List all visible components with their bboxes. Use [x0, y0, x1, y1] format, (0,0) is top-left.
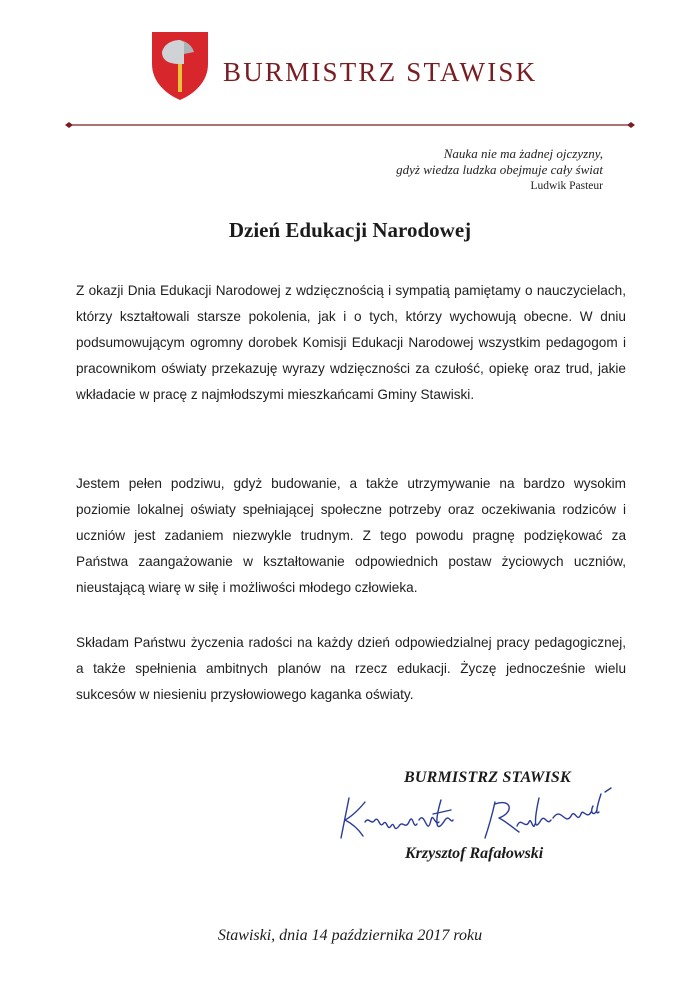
signatory-name: Krzysztof Rafałowski	[405, 845, 544, 862]
letterhead-divider	[65, 121, 635, 129]
letterhead-office-title: BURMISTRZ STAWISK	[223, 57, 538, 87]
motto-author: Ludwik Pasteur	[530, 180, 603, 192]
place-and-date: Stawiski, dnia 14 października 2017 roku	[217, 927, 483, 944]
motto-line-1: Nauka nie ma żadnej ojczyzny,	[443, 146, 603, 161]
body-paragraph-2: Jestem pełen podziwu, gdyż budowanie, a także utrzymywanie na bardzo wysokim poziomie lokalnej oświaty spełniającej społeczne potrzeby oraz oczekiwania rodziców i uczniów jest zadaniem niezwykle trudnym. Z tego powodu pragnę podziękować za Państwa zaangażowanie w kształtowanie odpowiednich postaw życiowych uczniów, nieustającą wiarę w siłę i możliwości młodego człowieka.	[76, 476, 626, 595]
handwritten-signature	[335, 780, 625, 850]
coat-of-arms-icon	[150, 30, 210, 102]
body-paragraph-1: Z okazji Dnia Edukacji Narodowej z wdzięcznością i sympatią pamiętamy o nauczycielach, którzy kształtowali starsze pokolenia, jak i o tych, którzy wychowują obecne. W dniu podsumowującym ogromny dorobek Komisji Edukacji Narodowej wszystkim pedagogom i pracownikom oświaty przekazuję wyrazy wdzięczności za czułość, opiekę oraz trud, jakie wkładacie w pracę z najmłodszymi mieszkańcami Gminy Stawiski.	[76, 283, 626, 402]
motto-quote	[396, 146, 603, 194]
motto-line-2: gdyż wiedza ludzka obejmuje cały świat	[396, 162, 603, 177]
letter-title: Dzień Edukacji Narodowej	[228, 218, 472, 242]
signature-office-title: BURMISTRZ STAWISK	[404, 769, 571, 786]
body-paragraph-3: Składam Państwu życzenia radości na każdy dzień odpowiedzialnej pracy pedagogicznej, a także spełnienia ambitnych planów na rzecz edukacji. Życzę jednocześnie wielu sukcesów w niesieniu przysłowiowego kaganka oświaty.	[76, 635, 626, 702]
